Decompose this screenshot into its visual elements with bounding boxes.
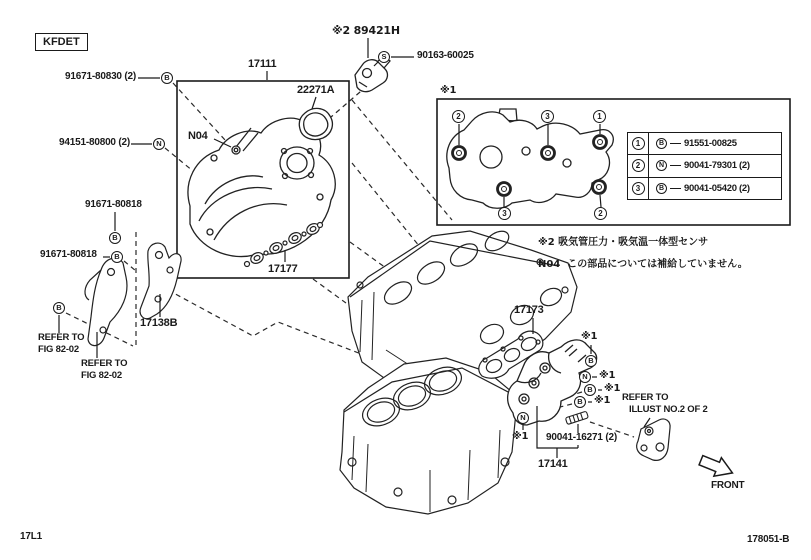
n04-note bbox=[538, 255, 748, 270]
bracket-illust-drawing bbox=[637, 419, 670, 460]
part-label-17177[interactable]: 17177 bbox=[268, 263, 298, 275]
callout-b-star1-c: B bbox=[574, 396, 586, 408]
bracket-fig8202-drawing bbox=[85, 258, 127, 346]
inset-callout-2-topleft: 2 bbox=[452, 110, 465, 123]
star1-ref-c: ※1 bbox=[604, 383, 621, 394]
leader-dash bbox=[670, 143, 681, 144]
part-label-91671-80818-a[interactable]: 91671-80818 bbox=[85, 199, 142, 210]
callout-s-90163-60025: S bbox=[378, 51, 390, 63]
inset-callout-1-topright: 1 bbox=[593, 110, 606, 123]
row-fastener-badge: N bbox=[656, 160, 667, 171]
row-part-number[interactable]: 90041-79301 (2) bbox=[684, 160, 750, 172]
inset-manifold-drawing bbox=[447, 109, 613, 208]
callout-b-91671-80830: B bbox=[161, 72, 173, 84]
part-label-22271a[interactable]: 22271A bbox=[297, 84, 335, 96]
callout-b-star1-a: B bbox=[585, 355, 597, 367]
row-part-number[interactable]: 90041-05420 (2) bbox=[684, 182, 750, 194]
inset-ref-star1: ※1 bbox=[440, 85, 457, 96]
part-label-17173[interactable]: 17173 bbox=[514, 304, 544, 316]
refer-to-fig-1-line1: REFER TO bbox=[38, 332, 85, 343]
row-number-badge: 1 bbox=[632, 137, 645, 150]
star1-ref-e: ※1 bbox=[512, 431, 529, 442]
callout-n-star1: N bbox=[579, 371, 591, 383]
row-number-badge: 2 bbox=[632, 159, 645, 172]
inset-callout-2-bottom: 2 bbox=[594, 207, 607, 220]
inset-parts-table bbox=[627, 132, 782, 200]
part-label-90163-60025[interactable]: 90163-60025 bbox=[417, 50, 474, 61]
drawing-number: 178051-B bbox=[747, 534, 790, 545]
refer-to-illust-line2: ILLUST NO.2 OF 2 bbox=[629, 404, 708, 415]
callout-b-80818-a: B bbox=[109, 232, 121, 244]
n04-note-prefix: N04 bbox=[538, 259, 561, 270]
callout-n-star1-bottom: N bbox=[517, 412, 529, 424]
callout-b-80818-b: B bbox=[111, 251, 123, 263]
row-fastener-badge: B bbox=[656, 183, 667, 194]
page-code: 17L1 bbox=[20, 531, 42, 542]
refer-to-fig-2-line1: REFER TO bbox=[81, 358, 128, 369]
part-label-89421h[interactable]: ※2 89421H bbox=[332, 24, 400, 37]
refer-to-fig-1-line2: FIG 82-02 bbox=[38, 344, 79, 355]
refer-to-fig-2-line2: FIG 82-02 bbox=[81, 370, 122, 381]
inset-callout-3-bottom: 3 bbox=[498, 207, 511, 220]
table-row[interactable] bbox=[628, 177, 781, 199]
leader-dash bbox=[670, 165, 681, 166]
stud-bolt-drawing bbox=[565, 411, 588, 424]
star1-ref-d: ※1 bbox=[594, 395, 611, 406]
star1-ref-a: ※1 bbox=[581, 331, 598, 342]
leader-dash bbox=[670, 188, 681, 189]
callout-b-refer-fig: B bbox=[53, 302, 65, 314]
table-row[interactable] bbox=[628, 154, 781, 176]
sensor-note: ※2 吸気管圧力・吸気温一体型センサ bbox=[538, 237, 709, 248]
table-row[interactable] bbox=[628, 133, 781, 154]
bracket-17138b-drawing bbox=[140, 243, 181, 319]
row-number-badge: 3 bbox=[632, 182, 645, 195]
part-label-n04[interactable]: N04 bbox=[188, 130, 208, 142]
callout-b-star1-b: B bbox=[584, 384, 596, 396]
part-label-17141[interactable]: 17141 bbox=[538, 458, 568, 470]
part-label-17138b[interactable]: 17138B bbox=[140, 317, 178, 329]
part-label-17111[interactable]: 17111 bbox=[248, 58, 277, 70]
part-label-90041-16271[interactable]: 90041-16271 (2) bbox=[546, 432, 617, 443]
row-fastener-badge: B bbox=[656, 138, 667, 149]
front-arrow-icon bbox=[697, 451, 736, 482]
part-label-91671-80818-b[interactable]: 91671-80818 bbox=[40, 249, 97, 260]
variant-code-box bbox=[35, 33, 88, 51]
part-label-91671-80830[interactable]: 91671-80830 (2) bbox=[65, 71, 136, 82]
part-label-94151-80800[interactable]: 94151-80800 (2) bbox=[59, 137, 130, 148]
n04-note-text: この部品については補給していません。 bbox=[567, 259, 748, 270]
star1-ref-b: ※1 bbox=[599, 370, 616, 381]
refer-to-illust-line1: REFER TO bbox=[622, 392, 669, 403]
engine-block-drawing bbox=[340, 358, 516, 514]
variant-code: KFDET bbox=[43, 36, 80, 48]
n04-bolt bbox=[232, 146, 240, 154]
gasket-22271a-drawing bbox=[299, 108, 332, 139]
front-label: FRONT bbox=[711, 480, 745, 491]
row-part-number[interactable]: 91551-00825 bbox=[684, 138, 737, 150]
callout-n-94151-80800: N bbox=[153, 138, 165, 150]
inset-callout-3-topmid: 3 bbox=[541, 110, 554, 123]
